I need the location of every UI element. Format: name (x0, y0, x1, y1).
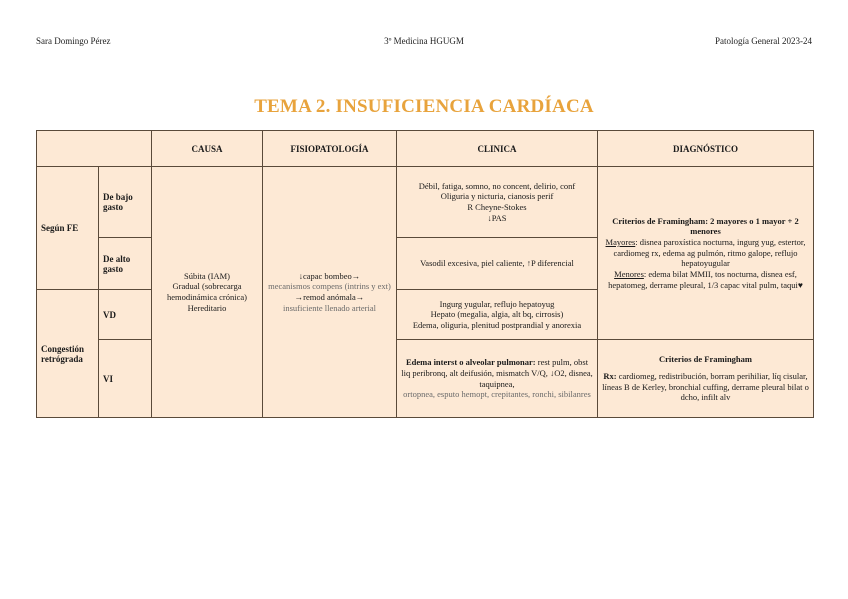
fisio-line: →remod anómala→ (294, 292, 365, 302)
clinica-line: ↓PAS (487, 212, 507, 223)
causa-line: Gradual (sobrecarga hemodinámica crónica) (166, 281, 247, 302)
row-label-bajo-gasto: De bajo gasto (99, 167, 152, 238)
table-row (37, 167, 814, 238)
fisio-line: ↓capac bombeo→ (298, 270, 361, 281)
mayores-label: Mayores (605, 237, 636, 248)
summary-table (36, 130, 814, 418)
page-title: TEMA 2. INSUFICIENCIA CARDÍACA (254, 96, 594, 117)
menores-label: Menores (614, 268, 644, 279)
clinica-vd (397, 290, 598, 340)
table-header-row (37, 131, 814, 167)
row-label-vi: VI (99, 340, 152, 418)
header-diagnostico: DIAGNÓSTICO (598, 131, 814, 167)
rx-label: Rx: (603, 370, 617, 381)
diagnostico-vi-cell (598, 340, 814, 418)
clinica-line: Oliguria y nicturia, cianosis perif (440, 191, 554, 202)
menores-text: : edema bilat MMII, tos nocturna, disnea esf, hepatomeg, derrame pleural, 1/3 capac vital pulm, taqui♥ (608, 268, 803, 290)
edema-bold-label: Edema interst o alveolar pulmonar: (405, 357, 536, 368)
fisio-line: insuficiente llenado arterial (283, 302, 376, 313)
clinica-line: R Cheyne-Stokes (467, 202, 527, 212)
clinica-vi (397, 340, 598, 418)
framingham-title-vi: Criterios de Framingham (658, 354, 752, 365)
row-label-alto-gasto: De alto gasto (99, 238, 152, 290)
header-subject: Patología General 2023-24 (715, 36, 812, 46)
row-label-vd: VD (99, 290, 152, 340)
rx-text: cardiomeg, redistribución, borram perihiliar, líq cisular, líneas B de Kerley, bronchial cuffing, derrame pleural bilat o dcho, infilt alv (602, 370, 809, 403)
header-author: Sara Domingo Pérez (36, 36, 111, 46)
causa-line: Súbita (IAM) (183, 270, 231, 281)
clinica-line: ortopnea, esputo hemopt, crepitantes, ronchi, sibilanres (403, 389, 591, 400)
mayores-text: : disnea paroxística nocturna, ingurg yug, estertor, cardiomeg rx, edema ag pulmón, ritmo galope, reflujo hepatoyugular (613, 237, 806, 269)
causa-cell (152, 167, 263, 418)
fisio-line: mecanismos compens (intrins y ext) (268, 281, 391, 292)
clinica-line: rest pulm, obst liq peribronq, alt deifusión, mismatch V/Q, ↓O2, disnea, taquipnea, (401, 357, 593, 389)
row-group-segun-fe: Según FE (37, 167, 99, 290)
causa-line: Hereditario (187, 302, 227, 313)
clinica-line: Ingurg yugular, reflujo hepatoyug (439, 298, 555, 309)
clinica-bajo-gasto (397, 167, 598, 238)
clinica-line: Edema, oliguria, plenitud postprandial y anorexia (412, 319, 582, 330)
fisiopatologia-cell (263, 167, 397, 418)
row-group-congestion: Congestión retrógrada (37, 290, 99, 418)
header-fisiopatologia: FISIOPATOLOGÍA (263, 131, 397, 167)
header-course: 3º Medicina HGUGM (384, 36, 464, 46)
framingham-title: Criterios de Framingham: 2 mayores o 1 mayor + 2 menores (612, 215, 799, 237)
clinica-line: Débil, fatiga, somno, no concent, delirio, conf (418, 180, 576, 191)
header-causa: CAUSA (152, 131, 263, 167)
clinica-alto-gasto: Vasodil excesiva, piel caliente, ↑P diferencial (397, 238, 598, 290)
diagnostico-fe-cell (598, 167, 814, 340)
header-clinica: CLINICA (397, 131, 598, 167)
clinica-line: Hepato (megalia, algia, alt bq, cirrosis) (430, 309, 564, 320)
header-empty-cell (37, 131, 152, 167)
